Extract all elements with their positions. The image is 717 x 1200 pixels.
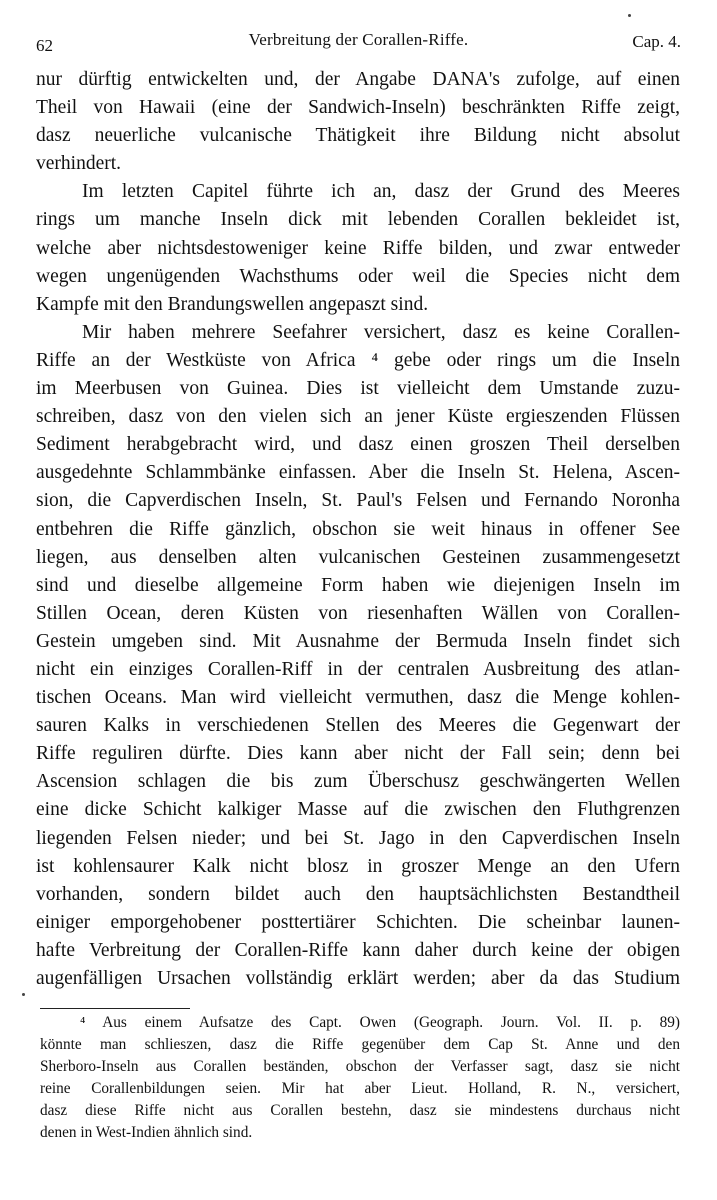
text-line: vorhanden, sondern bildet auch den hauptsächlichsten Bestandtheil [36,883,680,905]
text-line: sauren Kalks in verschiedenen Stellen des Meeres die Gegenwart der [36,715,680,737]
text-line: schreiben, dasz von den vielen sich an jener Küste ergieszenden Flüssen [36,406,680,428]
text-line: Kampfe mit den Brandungswellen angepaszt sind. [36,293,429,315]
text-line: ausgedehnte Schlammbänke einfassen. Aber die Inseln St. Helena, Ascen- [36,462,680,484]
footnotes [40,1012,680,1142]
footnote-line: dasz diese Riffe nicht aus Corallen bestehn, dasz sie mindestens durchaus nicht [40,1102,680,1120]
text-line: welche aber nichtsdestoweniger keine Riffe bilden, und zwar entweder [36,237,680,259]
text-line: augenfälligen Ursachen vollständig erklärt werden; aber da das Studium [36,968,680,989]
text-line: Ascension schlagen die bis zum Überschusz geschwängerten Wellen [36,771,680,793]
footnote-line: reine Corallenbildungen seien. Mir hat aber Lieut. Holland, R. N., versichert, [40,1080,680,1098]
text-line: wegen ungenügenden Wachsthums oder weil die Species nicht dem [36,265,680,287]
text-line: liegenden Felsen nieder; und bei St. Jago in den Capverdischen Inseln [36,827,680,849]
text-line: rings um manche Inseln dick mit lebenden Corallen bekleidet ist, [36,209,680,231]
footnote-line: könnte man schlieszen, dasz die Riffe gegenüber dem Cap St. Anne und den [40,1036,680,1054]
text-line: Mir haben mehrere Seefahrer versichert, dasz es keine Corallen- [82,321,680,343]
text-line: Sediment herabgebracht wird, und dasz einen groszen Theil derselben [36,434,680,456]
print-speck [22,993,25,996]
page-number: 62 [36,36,53,55]
text-line: verhindert. [36,153,122,175]
text-line: hafte Verbreitung der Corallen-Riffe kann daher durch keine der obigen [36,939,680,961]
text-line: ist kohlensaurer Kalk nicht blosz in groszer Menge an den Ufern [36,855,680,877]
text-line: im Meerbusen von Guinea. Dies ist vielleicht dem Umstande zuzu- [36,378,680,400]
text-line: Stillen Ocean, deren Küsten von riesenhaften Wällen von Corallen- [36,602,680,624]
text-line: liegen, aus denselben alten vulcanischen Gesteinen zusammengesetzt [36,546,680,568]
footnote-separator [40,1008,190,1009]
page-header [36,26,681,56]
text-line: einiger emporgehobener posttertiärer Schichten. Die scheinbar launen- [36,911,680,933]
text-line: sion, die Capverdischen Inseln, St. Paul's Felsen und Fernando Noronha [36,490,680,512]
text-line: nicht ein einziges Corallen-Riff in der centralen Ausbreitung des atlan- [36,658,680,680]
text-line: dasz neuerliche vulcanische Thätigkeit ihre Bildung nicht absolut [36,125,680,147]
text-line: Riffe an der Westküste von Africa ⁴ gebe oder rings um die Inseln [36,349,680,371]
text-line: entbehren die Riffe gänzlich, obschon sie weit hinaus in offener See [36,518,680,540]
footnote-line: ⁴ Aus einem Aufsatze des Capt. Owen (Geograph. Journ. Vol. II. p. 89) [80,1014,680,1031]
text-line: Riffe reguliren dürfte. Dies kann aber nicht der Fall sein; denn bei [36,743,680,765]
footnote-line: denen in West-Indien ähnlich sind. [40,1124,253,1142]
chapter-label: Cap. 4. [632,32,681,51]
text-line: Theil von Hawaii (eine der Sandwich-Inseln) beschränkten Riffe zeigt, [36,97,680,119]
text-line: tischen Oceans. Man wird vielleicht vermuthen, dasz die Menge kohlen- [36,687,680,709]
running-title: Verbreitung der Corallen-Riffe. [248,30,469,49]
text-line: sind und dieselbe allgemeine Form haben wie diejenigen Inseln im [36,574,680,596]
main-text [36,66,680,993]
footnote-line: Sherboro-Inseln aus Corallen beständen, obschon der Verfasser sagt, dasz sie nicht [40,1058,680,1076]
text-line: eine dicke Schicht kalkiger Masse auf die zwischen den Fluthgrenzen [36,799,680,821]
text-line: Im letzten Capitel führte ich an, dasz der Grund des Meeres [82,181,680,203]
text-line: nur dürftig entwickelten und, der Angabe DANA's zufolge, auf einen [36,69,680,90]
print-speck [628,14,631,17]
text-line: Gestein umgeben sind. Mit Ausnahme der Bermuda Inseln findet sich [36,630,680,652]
